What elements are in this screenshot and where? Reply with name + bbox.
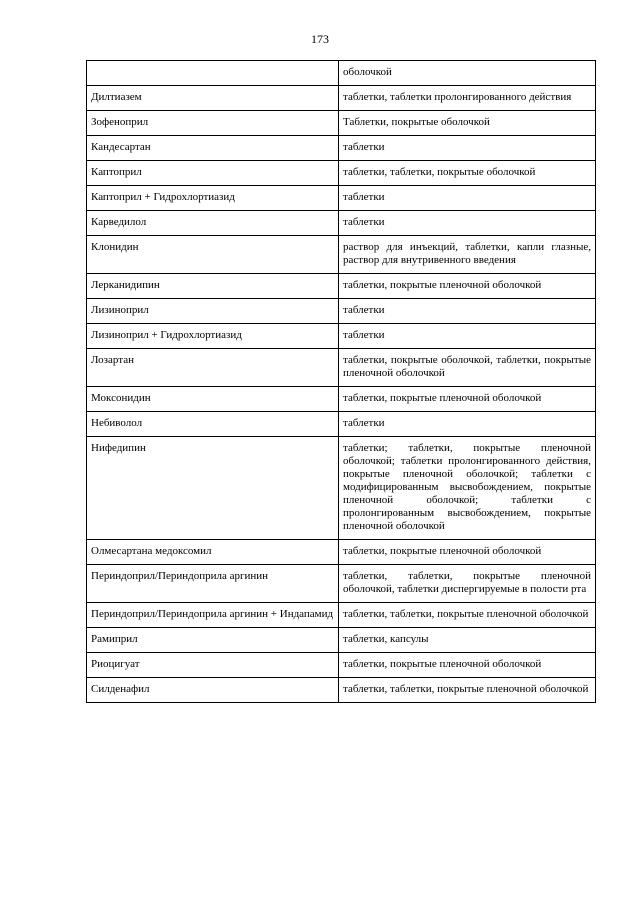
table-row [87, 540, 596, 565]
table-row [87, 61, 596, 86]
dosage-form-cell: таблетки [339, 412, 596, 437]
dosage-form-cell: таблетки [339, 211, 596, 236]
drug-name-cell: Силденафил [87, 678, 339, 703]
drug-name-cell: Нифедипин [87, 437, 339, 540]
drug-name-cell: Каптоприл [87, 161, 339, 186]
table-row [87, 653, 596, 678]
dosage-form-cell: Таблетки, покрытые оболочкой [339, 111, 596, 136]
table-body [87, 61, 596, 703]
drug-name-cell: Лерканидипин [87, 274, 339, 299]
dosage-form-cell: раствор для инъекций, таблетки, капли глазные, раствор для внутривенного введения [339, 236, 596, 274]
dosage-form-cell: таблетки, таблетки, покрытые пленочной оболочкой [339, 603, 596, 628]
drug-forms-table [86, 60, 596, 703]
dosage-form-cell: таблетки, таблетки, покрытые пленочной оболочкой [339, 678, 596, 703]
drug-name-cell: Рамиприл [87, 628, 339, 653]
page-number: 173 [311, 32, 329, 46]
drug-name-cell: Лозартан [87, 349, 339, 387]
drug-name-cell: Каптоприл + Гидрохлортиазид [87, 186, 339, 211]
drug-name-cell: Небиволол [87, 412, 339, 437]
table-row [87, 111, 596, 136]
table-row [87, 186, 596, 211]
table-row [87, 211, 596, 236]
drug-name-cell: Карведилол [87, 211, 339, 236]
table-row [87, 161, 596, 186]
drug-name-cell: Кандесартан [87, 136, 339, 161]
drug-name-cell: Лизиноприл [87, 299, 339, 324]
dosage-form-cell: таблетки, капсулы [339, 628, 596, 653]
table-row [87, 86, 596, 111]
drug-name-cell: Риоцигуат [87, 653, 339, 678]
table-row [87, 678, 596, 703]
dosage-form-cell: таблетки, покрытые пленочной оболочкой [339, 274, 596, 299]
table-row [87, 603, 596, 628]
drug-name-cell: Периндоприл/Периндоприла аргинин [87, 565, 339, 603]
drug-name-cell: Моксонидин [87, 387, 339, 412]
table-row [87, 349, 596, 387]
drug-name-cell: Олмесартана медоксомил [87, 540, 339, 565]
dosage-form-cell: таблетки, таблетки, покрытые оболочкой [339, 161, 596, 186]
table-row [87, 136, 596, 161]
drug-name-cell: Зофеноприл [87, 111, 339, 136]
dosage-form-cell: таблетки, таблетки пролонгированного действия [339, 86, 596, 111]
dosage-form-cell: таблетки, покрытые пленочной оболочкой [339, 540, 596, 565]
drug-name-cell: Дилтиазем [87, 86, 339, 111]
dosage-form-cell: таблетки, покрытые оболочкой, таблетки, покрытые пленочной оболочкой [339, 349, 596, 387]
dosage-form-cell: таблетки [339, 324, 596, 349]
dosage-form-cell: таблетки [339, 186, 596, 211]
dosage-form-cell: таблетки; таблетки, покрытые пленочной оболочкой; таблетки пролонгированного действия, покрытые пленочной оболочкой; таблетки с модифицированным высвобождением, покрытые пленочной оболочкой; таблетки с пролонгированным высвобождением, покрытые пленочной оболочкой [339, 437, 596, 540]
drug-name-cell: Лизиноприл + Гидрохлортиазид [87, 324, 339, 349]
table-row [87, 387, 596, 412]
drug-name-cell: Периндоприл/Периндоприла аргинин + Индапамид [87, 603, 339, 628]
dosage-form-cell: оболочкой [339, 61, 596, 86]
dosage-form-cell: таблетки [339, 136, 596, 161]
dosage-form-cell: таблетки, покрытые пленочной оболочкой [339, 653, 596, 678]
table-row [87, 274, 596, 299]
table-row [87, 565, 596, 603]
drug-name-cell: Клонидин [87, 236, 339, 274]
dosage-form-cell: таблетки, таблетки, покрытые пленочной оболочкой, таблетки диспергируемые в полости рта [339, 565, 596, 603]
table-row [87, 299, 596, 324]
table-row [87, 236, 596, 274]
table-row [87, 324, 596, 349]
dosage-form-cell: таблетки [339, 299, 596, 324]
drug-name-cell [87, 61, 339, 86]
table-row [87, 437, 596, 540]
table-row [87, 412, 596, 437]
dosage-form-cell: таблетки, покрытые пленочной оболочкой [339, 387, 596, 412]
table-row [87, 628, 596, 653]
